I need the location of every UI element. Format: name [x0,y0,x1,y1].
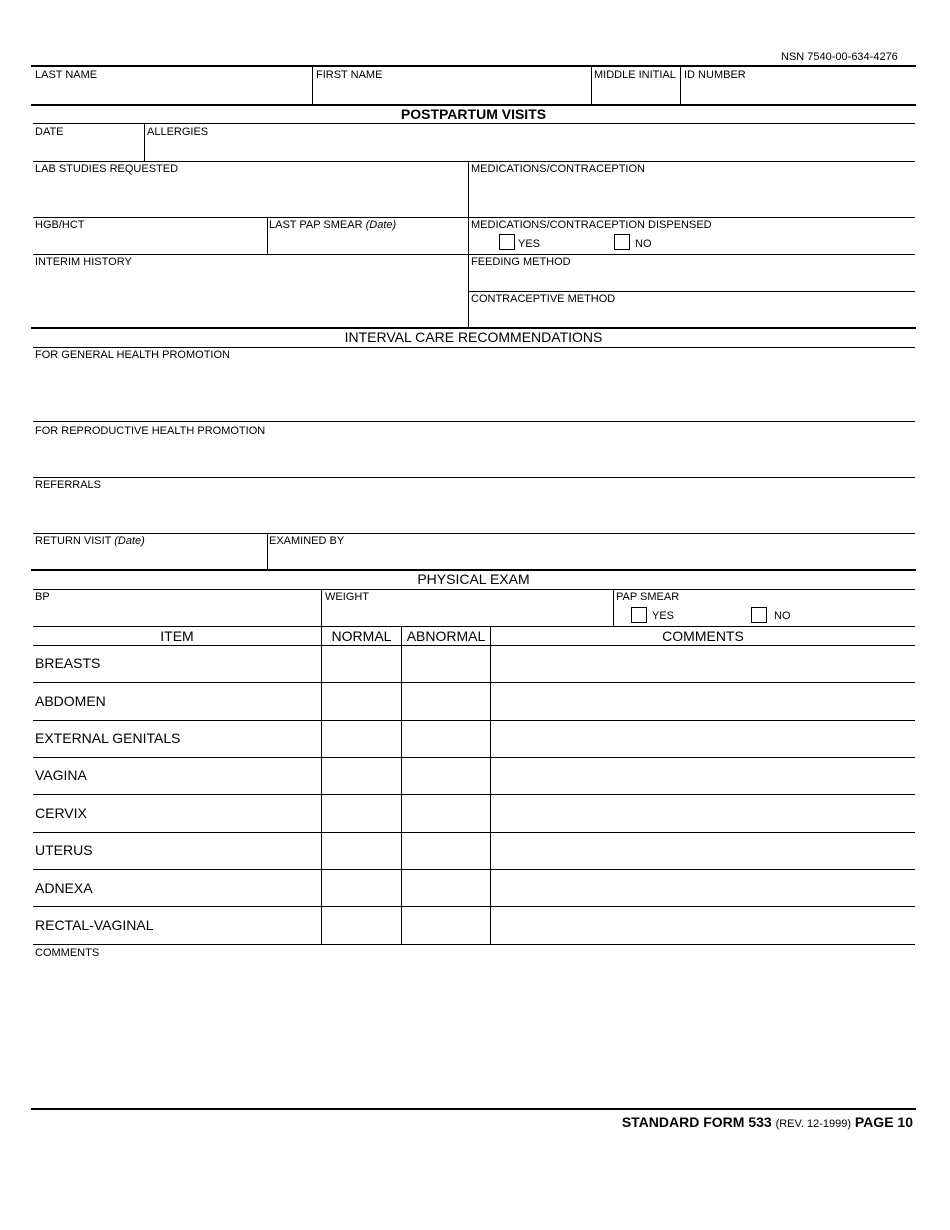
medications-label: MEDICATIONS/CONTRACEPTION [471,163,645,175]
abnormal-cell[interactable] [402,833,490,869]
col-header-abnormal: ABNORMAL [406,628,486,644]
lab-studies-field[interactable] [33,162,468,217]
return-visit-text: RETURN VISIT [35,535,112,547]
col-header-item: ITEM [160,628,194,644]
date-field[interactable] [33,124,144,161]
normal-cell[interactable] [322,870,401,906]
return-visit-note: (Date) [114,535,145,547]
abnormal-cell[interactable] [402,870,490,906]
normal-cell[interactable] [322,907,401,944]
exam-item-external-genitals: EXTERNAL GENITALS [35,730,181,746]
last-pap-smear-field[interactable] [268,218,468,254]
general-health-label: FOR GENERAL HEALTH PROMOTION [35,349,230,361]
referrals-field[interactable] [33,478,915,533]
exam-item-rectal-vaginal: RECTAL-VAGINAL [35,917,154,933]
meds-dispensed-yes-checkbox[interactable] [499,234,515,250]
comments-field[interactable] [33,945,915,1108]
id-number-field[interactable] [681,67,915,104]
general-health-field[interactable] [33,348,915,421]
divider [613,590,614,626]
page-number: PAGE 10 [854,1114,913,1130]
pap-smear-yes-checkbox[interactable] [631,607,647,623]
normal-cell[interactable] [322,758,401,794]
exam-item-breasts: BREASTS [35,655,101,671]
medications-field[interactable] [469,162,915,217]
exam-item-abdomen: ABDOMEN [35,693,106,709]
last-name-field[interactable] [33,67,312,104]
form-revision: (REV. 12-1999) [775,1118,851,1130]
weight-label: WEIGHT [325,591,369,603]
feeding-method-label: FEEDING METHOD [471,256,571,268]
middle-initial-label: MIDDLE INITIAL [594,69,676,81]
last-name-label: LAST NAME [35,69,98,81]
abnormal-cell[interactable] [402,683,490,720]
pap-smear-yes-label: YES [652,610,675,622]
col-header-comments: COMMENTS [662,628,744,644]
exam-item-adnexa: ADNEXA [35,880,93,896]
bp-label: BP [35,591,50,603]
comments-cell[interactable] [491,758,915,794]
comments-label: COMMENTS [35,947,100,959]
hgb-hct-label: HGB/HCT [35,219,85,231]
interim-history-field[interactable] [33,255,468,327]
physical-exam-title: PHYSICAL EXAM [417,571,530,587]
return-visit-field[interactable] [33,534,267,569]
middle-initial-field[interactable] [592,67,680,104]
normal-cell[interactable] [322,683,401,720]
exam-item-cervix: CERVIX [35,805,87,821]
reproductive-health-field[interactable] [33,422,915,477]
interim-history-label: INTERIM HISTORY [35,256,132,268]
interval-care-title: INTERVAL CARE RECOMMENDATIONS [344,329,603,345]
examined-by-label: EXAMINED BY [269,535,345,547]
pap-smear-label: PAP SMEAR [616,591,680,603]
col-header-normal: NORMAL [331,628,392,644]
normal-cell[interactable] [322,833,401,869]
feeding-method-field[interactable] [469,255,915,291]
meds-dispensed-no-label: NO [635,238,652,250]
comments-cell[interactable] [491,833,915,869]
normal-cell[interactable] [322,721,401,757]
form-footer [622,1114,913,1132]
meds-dispensed-yes-label: YES [518,238,541,250]
contraceptive-method-field[interactable] [469,292,915,327]
nsn-number: NSN 7540-00-634-4276 [781,51,898,63]
reproductive-health-label: FOR REPRODUCTIVE HEALTH PROMOTION [35,425,266,437]
allergies-label: ALLERGIES [147,126,209,138]
first-name-label: FIRST NAME [316,69,383,81]
pap-smear-no-checkbox[interactable] [751,607,767,623]
hgb-hct-field[interactable] [33,218,267,254]
comments-cell[interactable] [491,795,915,832]
exam-item-uterus: UTERUS [35,842,93,858]
meds-dispensed-label: MEDICATIONS/CONTRACEPTION DISPENSED [471,219,712,231]
abnormal-cell[interactable] [402,758,490,794]
divider [33,626,915,627]
abnormal-cell[interactable] [402,646,490,682]
last-pap-smear-text: LAST PAP SMEAR [269,219,363,231]
id-number-label: ID NUMBER [684,69,746,81]
meds-dispensed-no-checkbox[interactable] [614,234,630,250]
exam-item-vagina: VAGINA [35,767,87,783]
abnormal-cell[interactable] [402,907,490,944]
bp-field[interactable] [33,590,321,626]
abnormal-cell[interactable] [402,795,490,832]
date-label: DATE [35,126,64,138]
form-name: STANDARD FORM 533 [621,1114,772,1130]
contraceptive-method-label: CONTRACEPTIVE METHOD [471,293,616,305]
referrals-label: REFERRALS [35,479,102,491]
comments-cell[interactable] [491,870,915,906]
normal-cell[interactable] [322,646,401,682]
comments-cell[interactable] [491,721,915,757]
pap-smear-no-label: NO [774,610,791,622]
allergies-field[interactable] [145,124,915,161]
examined-by-field[interactable] [268,534,915,569]
comments-cell[interactable] [491,683,915,720]
form-title: POSTPARTUM VISITS [400,106,547,122]
weight-field[interactable] [322,590,613,626]
footer-rule [31,1108,916,1110]
comments-cell[interactable] [491,646,915,682]
comments-cell[interactable] [491,907,915,944]
normal-cell[interactable] [322,795,401,832]
abnormal-cell[interactable] [402,721,490,757]
first-name-field[interactable] [313,67,591,104]
last-pap-smear-note: (Date) [365,219,397,231]
lab-studies-label: LAB STUDIES REQUESTED [35,163,179,175]
